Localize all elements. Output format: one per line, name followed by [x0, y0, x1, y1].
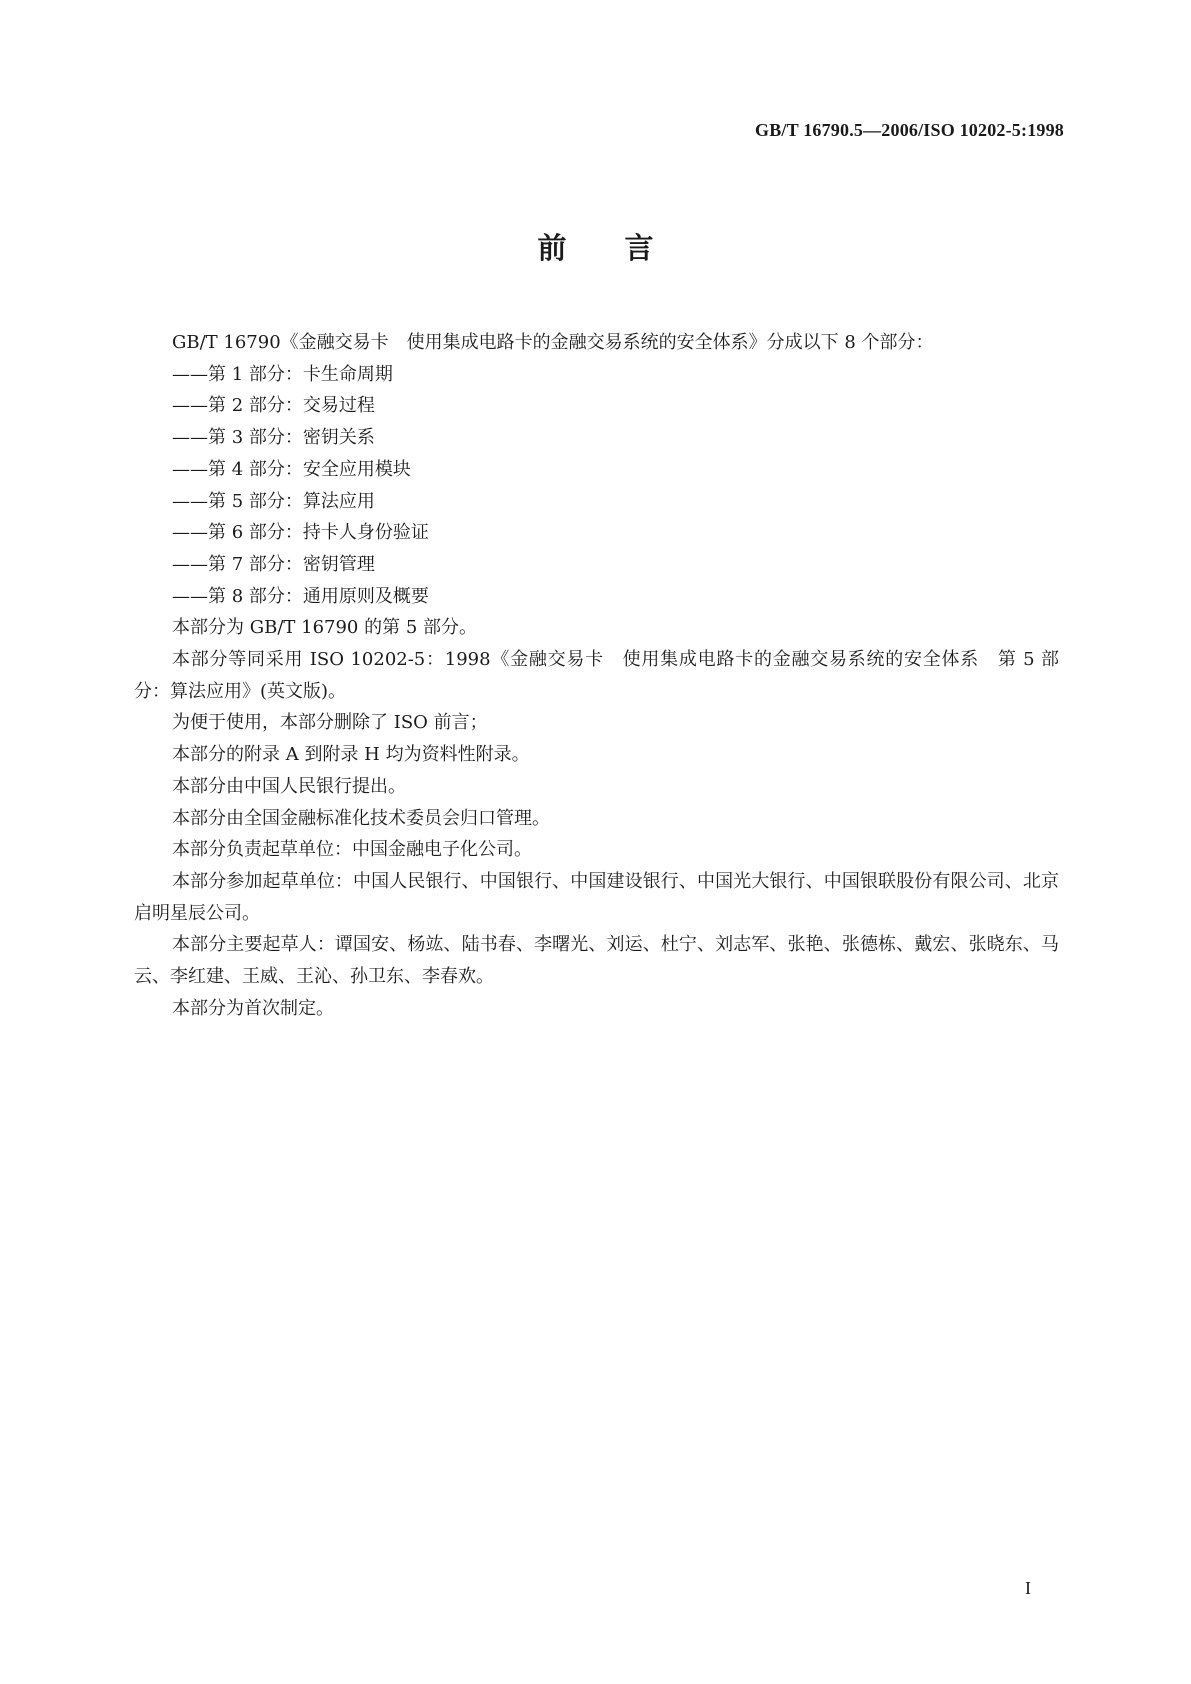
paragraph-first-edition: 本部分为首次制定。: [172, 997, 334, 1019]
paragraph-administrator: 本部分由全国金融标准化技术委员会归口管理。: [172, 807, 550, 829]
paragraph-lead-drafter: 本部分负责起草单位：中国金融电子化公司。: [172, 839, 532, 861]
paragraph-annexes: 本部分的附录 A 到附录 H 均为资料性附录。: [172, 744, 530, 766]
list-item-part-4: ——第 4 部分：安全应用模块: [172, 458, 411, 480]
standard-code-header: GB/T 16790.5—2006/ISO 10202-5:1998: [755, 120, 1064, 140]
paragraph-part-statement: 本部分为 GB/T 16790 的第 5 部分。: [172, 617, 477, 639]
list-item-part-6: ——第 6 部分：持卡人身份验证: [172, 522, 429, 544]
paragraph-main-drafters: 本部分主要起草人：谭国安、杨竑、陆书春、李曙光、刘运、杜宁、刘志军、张艳、张德栋、戴宏、张晓东、马云、李红建、王威、王沁、孙卫东、李春欢。: [134, 934, 1059, 988]
page-title: 前言: [537, 231, 712, 265]
list-item-part-8: ——第 8 部分：通用原则及概要: [172, 585, 429, 607]
paragraph-equivalence: 本部分等同采用 ISO 10202-5：1998《金融交易卡 使用集成电路卡的金融交易系统的安全体系 第 5 部分：算法应用》(英文版)。: [134, 649, 1059, 702]
foreword-body: [134, 327, 1059, 1024]
list-item-part-3: ——第 3 部分：密钥关系: [172, 427, 375, 449]
paragraph-intro: GB/T 16790《金融交易卡 使用集成电路卡的金融交易系统的安全体系》分成以下 8 个部分：: [172, 332, 934, 353]
page-number: I: [1025, 1578, 1031, 1598]
list-item-part-2: ——第 2 部分：交易过程: [172, 395, 375, 417]
paragraph-participating-drafters: 本部分参加起草单位：中国人民银行、中国银行、中国建设银行、中国光大银行、中国银联股份有限公司、北京启明星辰公司。: [134, 870, 1059, 924]
paragraph-deletion-note: 为便于使用，本部分删除了 ISO 前言；: [172, 712, 488, 734]
paragraph-proposer: 本部分由中国人民银行提出。: [172, 775, 406, 797]
list-item-part-7: ——第 7 部分：密钥管理: [172, 553, 375, 575]
list-item-part-5: ——第 5 部分：算法应用: [172, 490, 375, 512]
list-item-part-1: ——第 1 部分：卡生命周期: [172, 363, 393, 385]
